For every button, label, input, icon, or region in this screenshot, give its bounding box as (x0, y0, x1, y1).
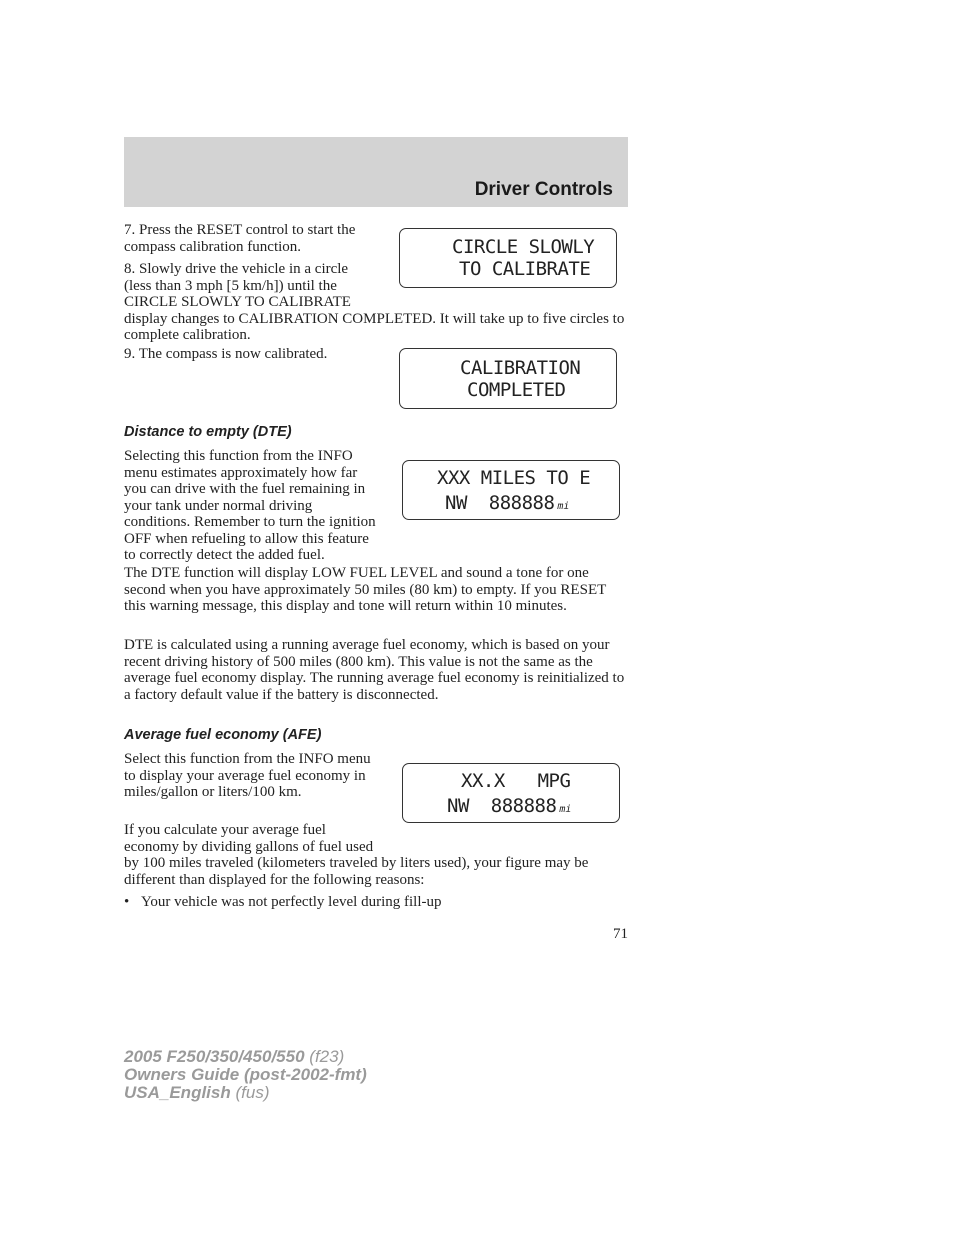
display-line-2: COMPLETED (467, 379, 566, 401)
paragraph-step-7: 7. Press the RESET control to start the compass calibration function. (124, 222, 356, 255)
subhead-afe: Average fuel economy (AFE) (124, 727, 322, 743)
paragraph-afe-1: Select this function from the INFO menu to display your average fuel economy in miles/gallon or liters/100 km. (124, 751, 371, 800)
section-title: Driver Controls (474, 179, 613, 200)
footer-model-code: (f23) (309, 1047, 345, 1066)
display-unit: mi (559, 804, 572, 815)
display-line-1: XXX MILES TO E (437, 467, 591, 489)
display-line-2 (445, 492, 569, 518)
display-calibration-completed (399, 348, 617, 409)
display-line-2: TO CALIBRATE (459, 258, 591, 280)
display-line-1: CIRCLE SLOWLY (452, 236, 595, 258)
footer-language-code: (fus) (235, 1083, 270, 1102)
footer-guide: Owners Guide (post-2002-fmt) (124, 1065, 367, 1084)
display-line-2 (447, 795, 571, 821)
footer-line-3 (124, 1084, 367, 1102)
bullet-item: Your vehicle was not perfectly level during fill-up (141, 894, 442, 910)
subhead-dte: Distance to empty (DTE) (124, 424, 292, 440)
paragraph-dte-1: Selecting this function from the INFO menu estimates approximately how far you can drive with the fuel remaining in your tank under normal driving conditions. Remember to turn the ignition OFF when refueling to allow this feature to correctly detect the added fuel. (124, 448, 376, 563)
paragraph-dte-2: The DTE function will display LOW FUEL LEVEL and sound a tone for one second when you have approximately 50 miles (80 km) to empty. If you RESET this warning message, this display and tone will return within 10 minutes. (124, 565, 606, 614)
display-line-1: CALIBRATION (460, 357, 581, 379)
section-header-band (124, 137, 628, 207)
document-footer (124, 1048, 367, 1102)
paragraph-afe-2: If you calculate your average fuel economy by dividing gallons of fuel used by 100 miles traveled (kilometers traveled by liters used), your figure may be different than displayed for the following reasons: (124, 822, 589, 888)
page-number: 71 (613, 926, 628, 942)
footer-line-2 (124, 1066, 367, 1084)
display-line-1: XX.X MPG (461, 770, 571, 792)
paragraph-step-8-text: 8. Slowly drive the vehicle in a circle (less than 3 mph [5 km/h]) until the CIRCLE SLOWLY TO CALIBRATE display changes to CALIBRATION COMPLETED. It will take up to five circles to complete calibration. (124, 261, 625, 343)
footer-language: USA_English (124, 1083, 231, 1102)
paragraph-dte-3: DTE is calculated using a running average fuel economy, which is based on your recent driving history of 500 miles (800 km). This value is not the same as the average fuel economy display. The running average fuel economy is reinitialized to a factory default value if the battery is disconnected. (124, 637, 625, 703)
bullet-marker: • (124, 894, 130, 910)
paragraph-step-9: 9. The compass is now calibrated. (124, 346, 328, 362)
display-unit: mi (557, 501, 570, 512)
display-dte (402, 460, 620, 520)
display-line-2-text: NW 888888 (445, 492, 555, 514)
display-circle-slowly (399, 228, 617, 288)
footer-line-1 (124, 1048, 367, 1066)
footer-model: 2005 F250/350/450/550 (124, 1047, 305, 1066)
display-line-2-text: NW 888888 (447, 795, 557, 817)
display-afe (402, 763, 620, 823)
